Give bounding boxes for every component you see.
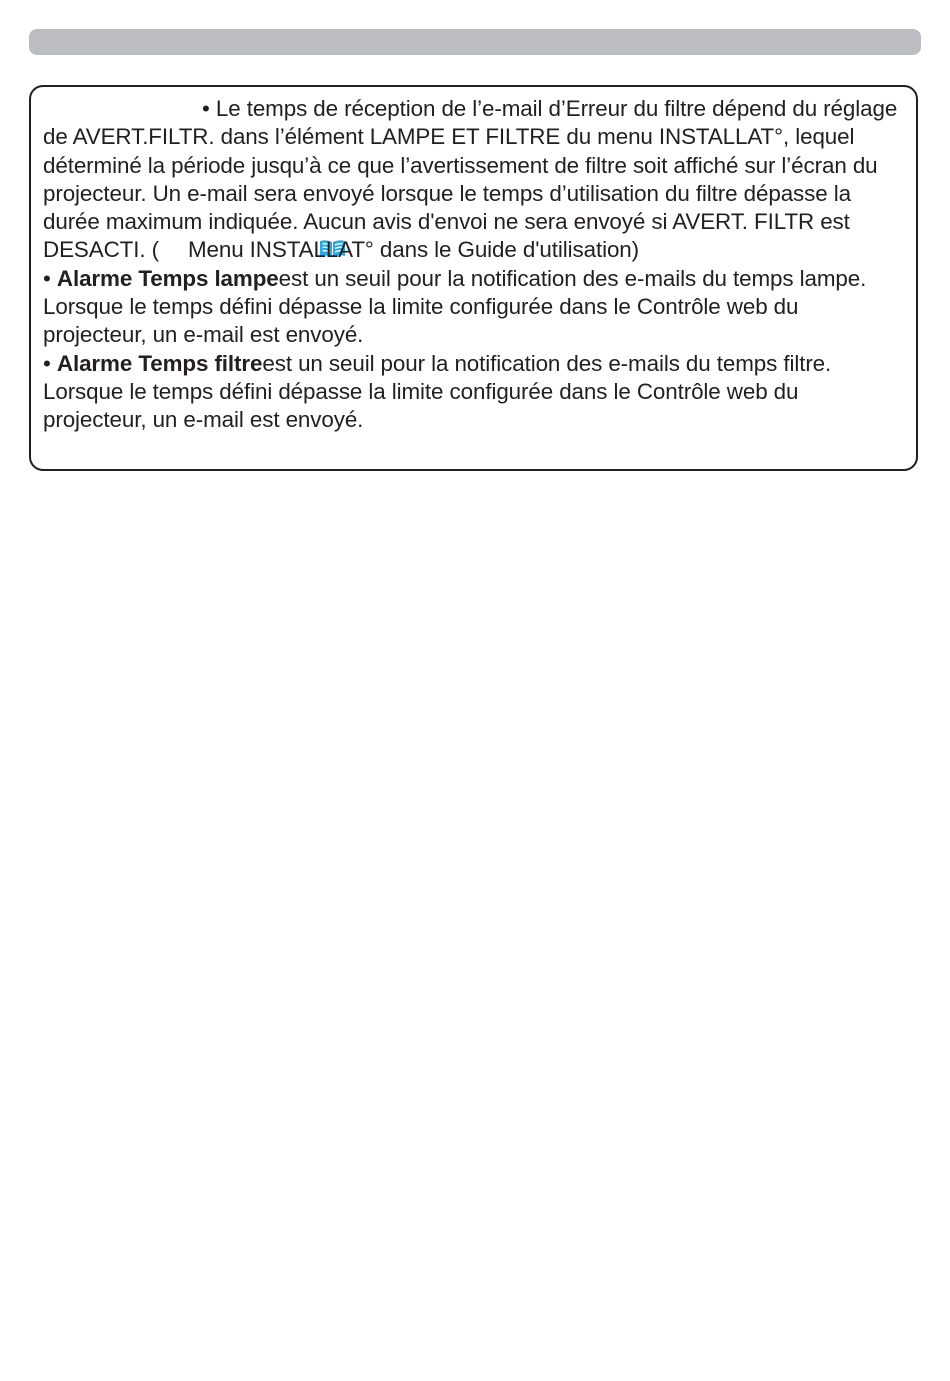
bullet: •	[43, 350, 57, 376]
lamp-alarm-note	[43, 265, 906, 350]
header-bar	[29, 29, 921, 55]
filter-alarm-text: est un seuil pour la notification des e-mails du temps filtre. Lorsque le temps défini dépasse la limite configurée dans le Contrôle web du projecteur, un e-mail est envoyé.	[43, 350, 832, 433]
note-box	[29, 85, 918, 471]
bullet: •	[43, 265, 57, 291]
filter-alarm-term: Alarme Temps filtre	[56, 350, 263, 376]
filter-error-text: Le temps de réception de l’e-mail d’Erreur du filtre dépend du réglage de AVERT.FILTR. dans l’élément LAMPE ET FILTRE du menu INSTALLAT°, lequel déterminé la période jusqu’à ce que l’avertissement de filtre soit affiché sur l’écran du projecteur. Un e-mail sera envoyé lorsque le temps d’utilisation du filtre dépasse la durée maximum indiquée. Aucun avis d'envoi ne sera envoyé si AVERT. FILTR est DESACTI. (	[43, 96, 898, 263]
lamp-alarm-text: est un seuil pour la notification des e-mails du temps lampe. Lorsque le temps défini dépasse la limite configurée dans le Contrôle web du projecteur, un e-mail est envoyé.	[43, 265, 867, 348]
book-icon	[160, 238, 187, 258]
filter-alarm-note	[43, 350, 906, 435]
bullet: •	[202, 96, 216, 121]
filter-error-note	[43, 95, 906, 265]
lamp-alarm-term: Alarme Temps lampe	[56, 265, 279, 291]
user-guide-reference: Menu INSTALLAT° dans le Guide d'utilisation)	[187, 237, 640, 263]
